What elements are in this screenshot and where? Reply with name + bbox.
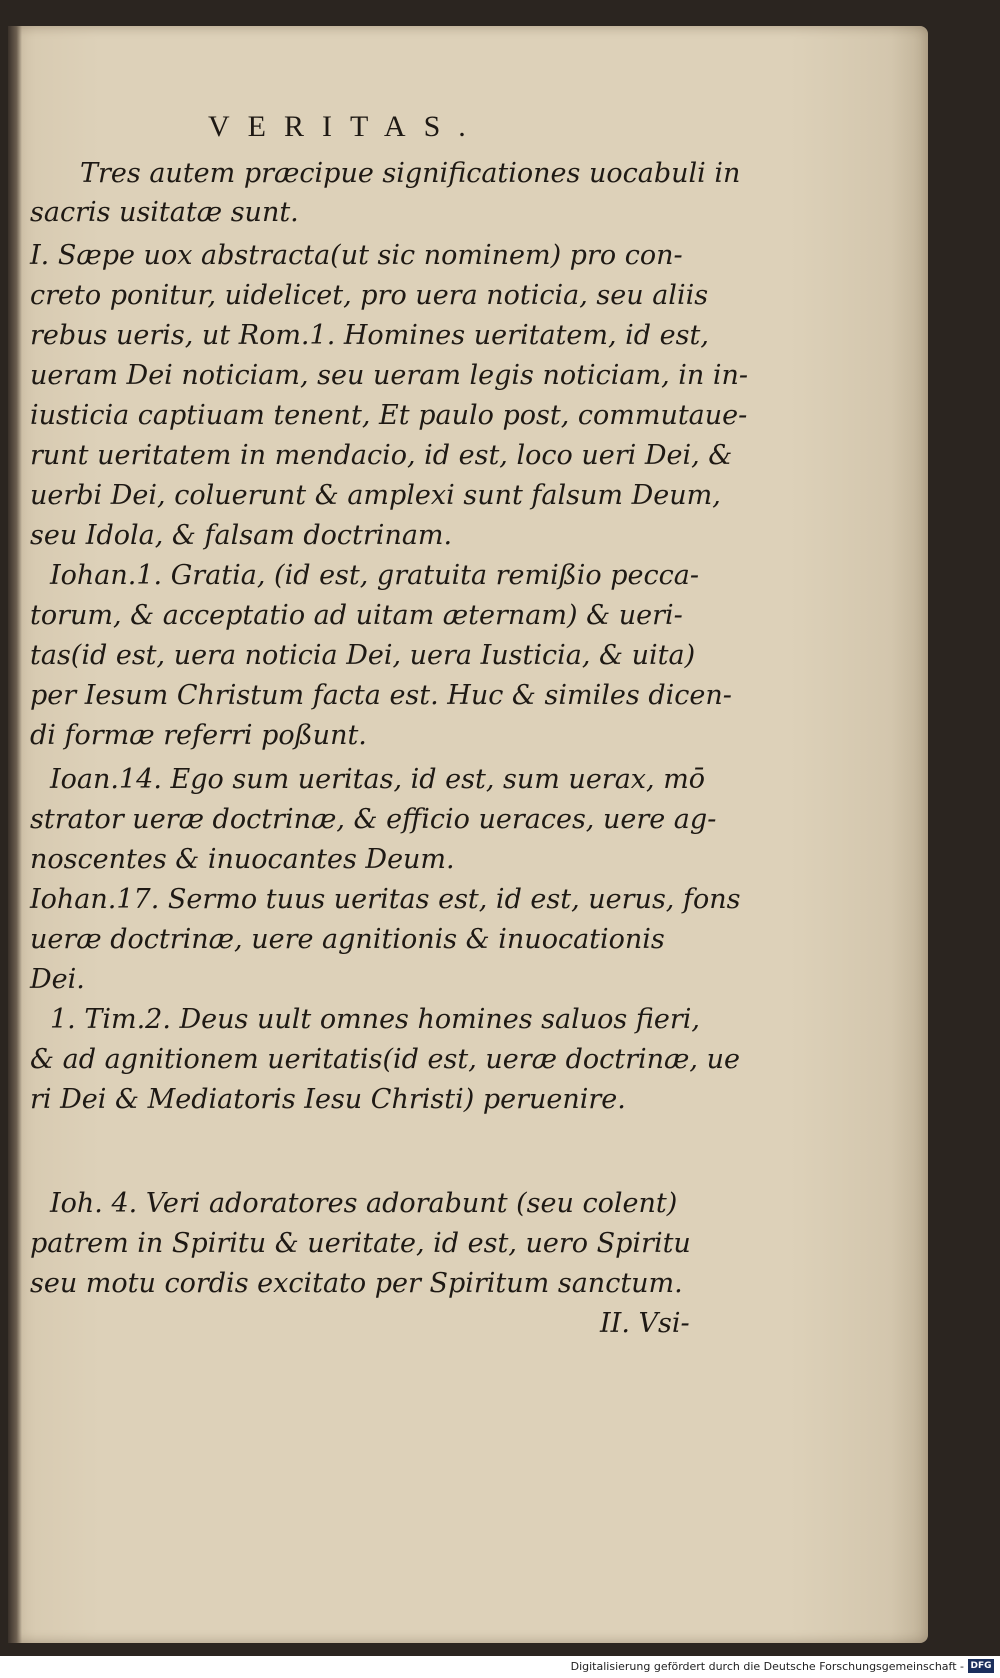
- text-line: & ad agnitionem ueritatis(id est, ueræ doctrinæ, ue: [30, 1044, 740, 1075]
- text-line: creto ponitur, uidelicet, pro uera noticia, seu aliis: [30, 280, 709, 311]
- text-line: noscentes & inuocantes Deum.: [30, 844, 455, 875]
- dfg-logo-icon: DFG: [968, 1659, 994, 1673]
- text-line: ueræ doctrinæ, uere agnitionis & inuocationis: [30, 924, 665, 955]
- text-line: torum, & acceptatio ad uitam æternam) & ueri-: [30, 600, 683, 631]
- text-line: strator ueræ doctrinæ, & efficio ueraces, uere ag-: [30, 804, 717, 835]
- text-line: patrem in Spiritu & ueritate, id est, uero Spiritu: [30, 1228, 691, 1259]
- text-line: seu Idola, & falsam doctrinam.: [30, 520, 453, 551]
- catchword: II. Vsi-: [600, 1308, 690, 1339]
- text-line: runt ueritatem in mendacio, id est, loco ueri Dei, &: [30, 440, 733, 471]
- text-line: per Iesum Christum facta est. Huc & similes dicen-: [30, 680, 732, 711]
- text-line: Dei.: [30, 964, 85, 995]
- text-line: Tres autem præcipue significationes uocabuli in: [80, 158, 741, 189]
- text-line: di formæ referri poßunt.: [30, 720, 367, 751]
- digitization-credit: Digitalisierung gefördert durch die Deutsche Forschungsgemeinschaft -: [570, 1660, 964, 1673]
- text-line: tas(id est, uera noticia Dei, uera Iusticia, & uita): [30, 640, 696, 671]
- page-spine-shadow: [8, 26, 22, 1643]
- text-line: Ioan.14. Ego sum ueritas, id est, sum uerax, mō: [50, 764, 706, 795]
- text-line: sacris usitatæ sunt.: [30, 197, 299, 228]
- running-head: VERITAS.: [208, 110, 484, 143]
- text-line: rebus ueris, ut Rom.1. Homines ueritatem, id est,: [30, 320, 709, 351]
- text-line: ri Dei & Mediatoris Iesu Christi) peruenire.: [30, 1084, 626, 1115]
- text-line: uerbi Dei, coluerunt & amplexi sunt falsum Deum,: [30, 480, 721, 511]
- text-line: Iohan.1. Gratia, (id est, gratuita remißio pecca-: [50, 560, 699, 591]
- text-line: iusticia captiuam tenent, Et paulo post, commutaue-: [30, 400, 748, 431]
- text-line: I. Sæpe uox abstracta(ut sic nominem) pro con-: [30, 240, 683, 271]
- text-line: 1. Tim.2. Deus uult omnes homines saluos fieri,: [50, 1004, 700, 1035]
- text-line: ueram Dei noticiam, seu ueram legis noticiam, in in-: [30, 360, 748, 391]
- text-line: seu motu cordis excitato per Spiritum sanctum.: [30, 1268, 683, 1299]
- text-line: Iohan.17. Sermo tuus ueritas est, id est, uerus, fons: [30, 884, 741, 915]
- text-line: Ioh. 4. Veri adoratores adorabunt (seu colent): [50, 1188, 678, 1219]
